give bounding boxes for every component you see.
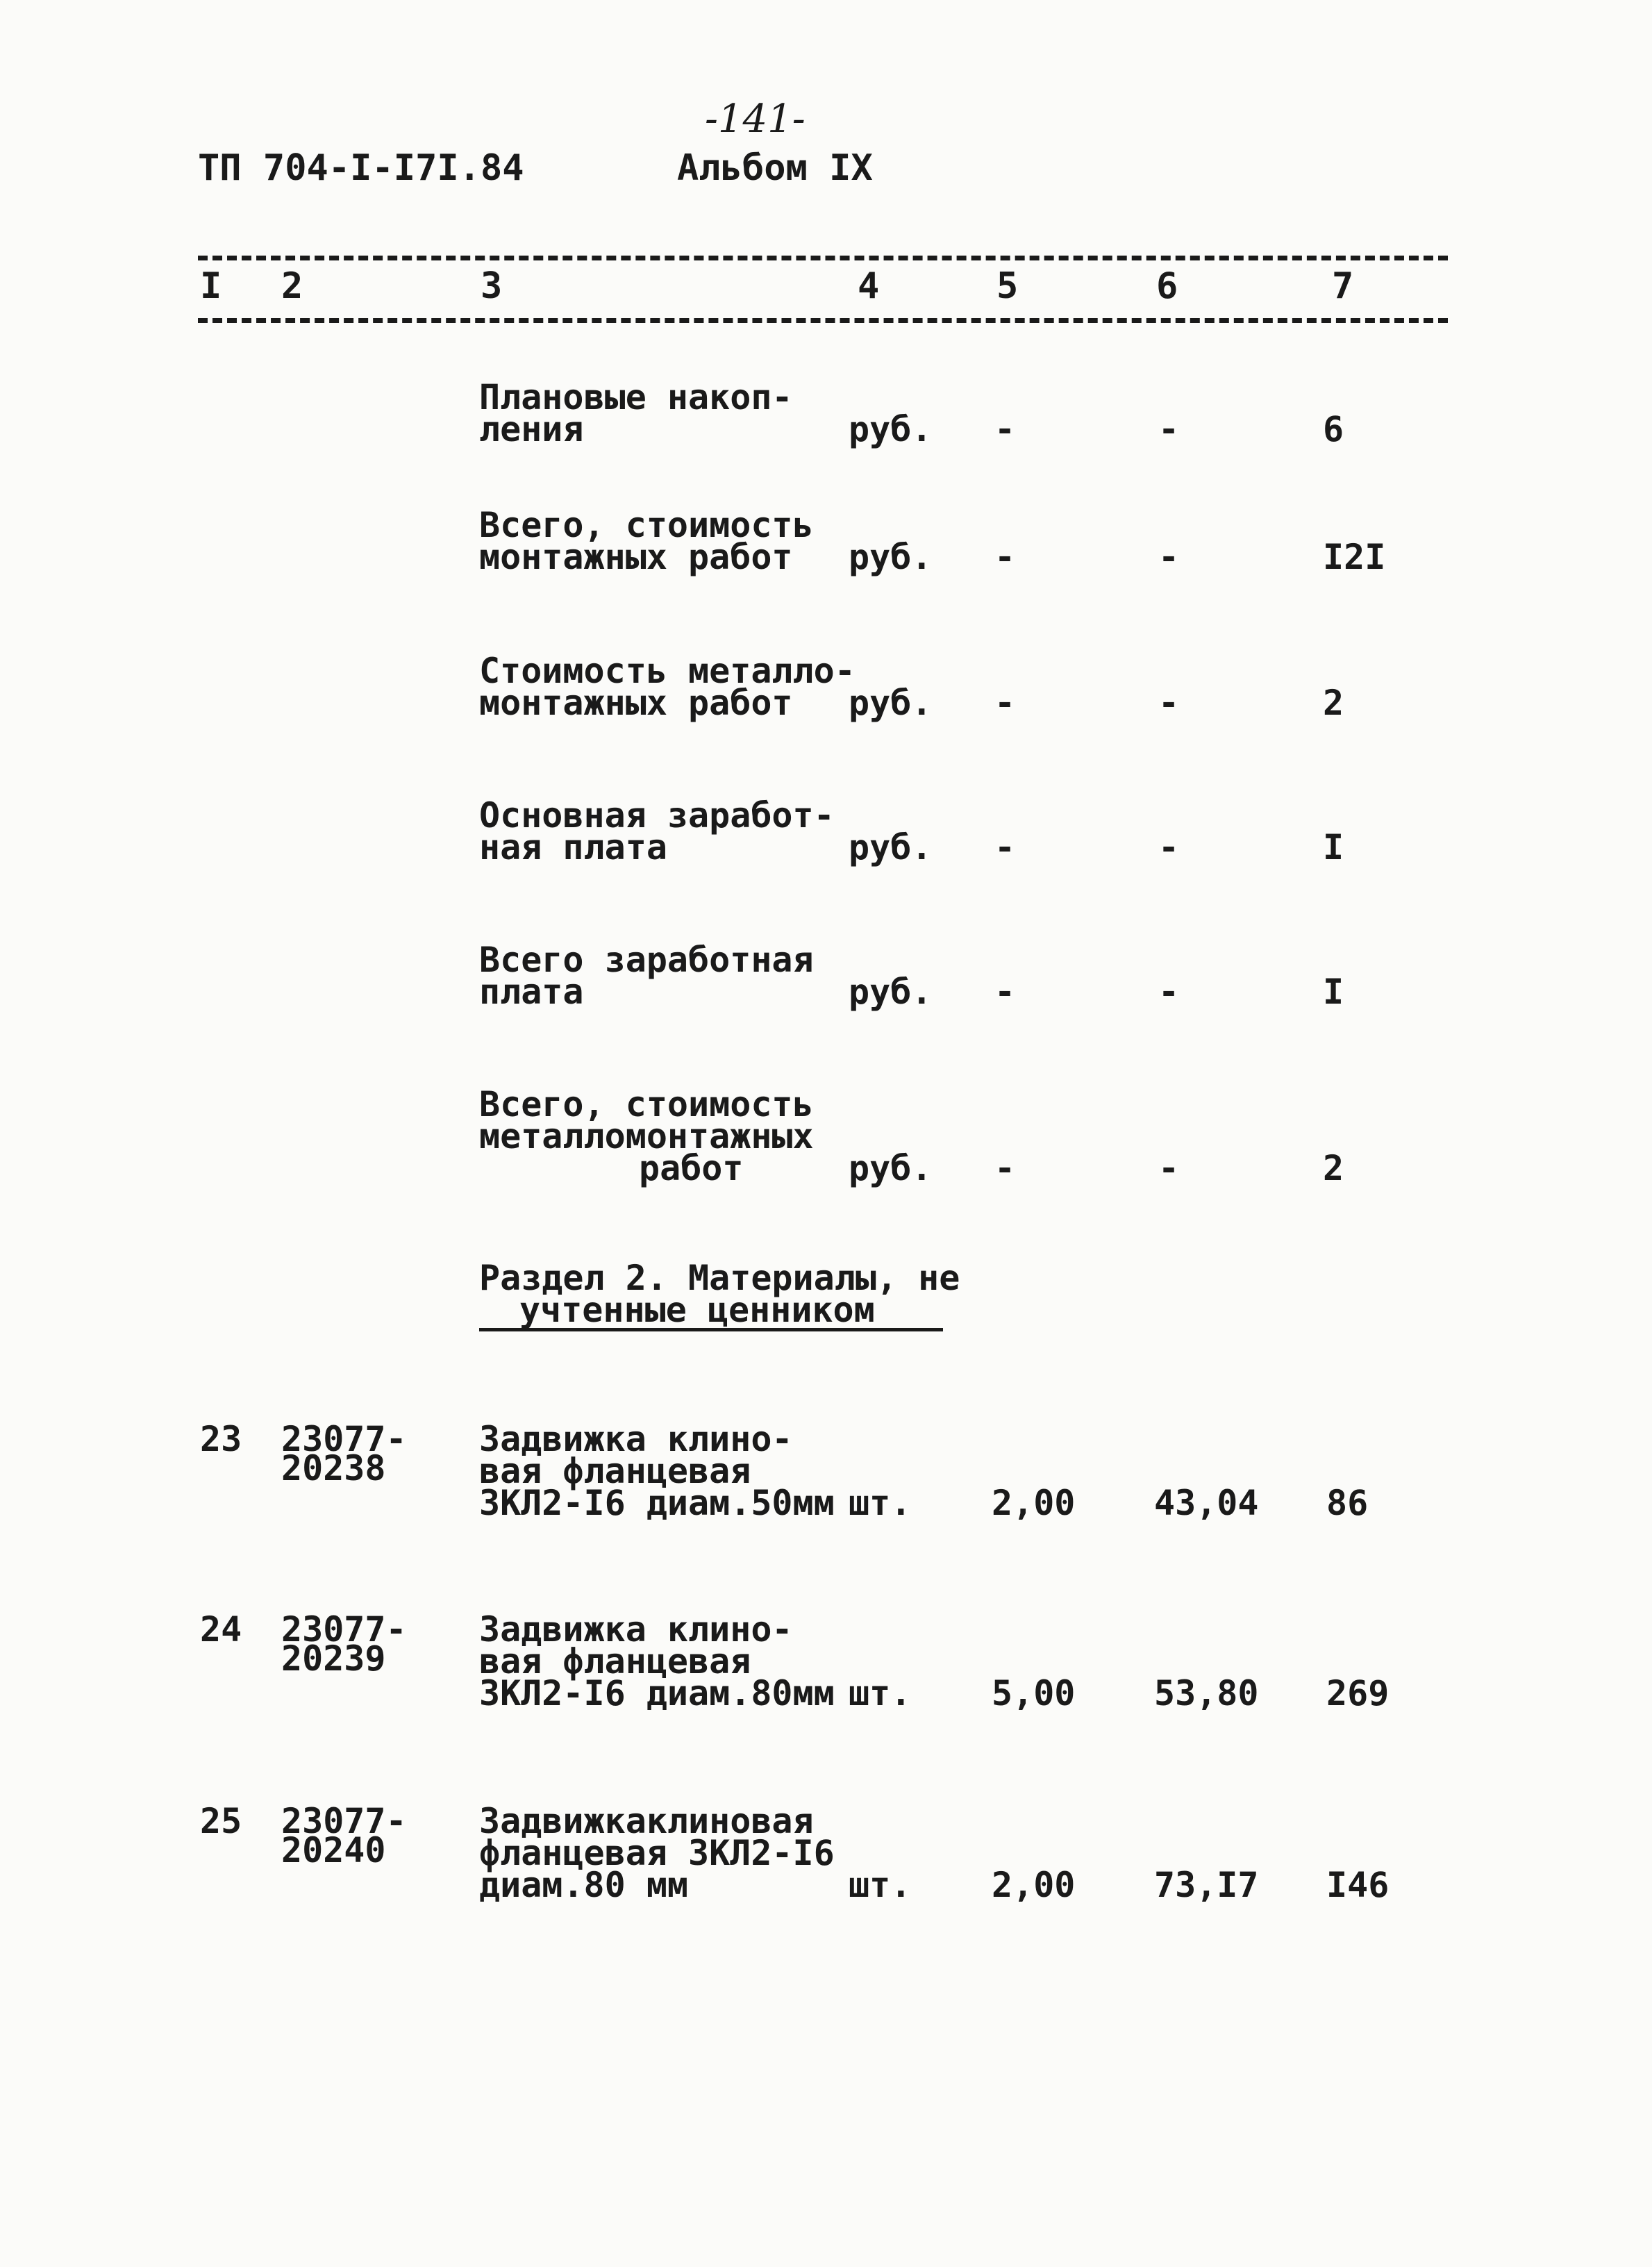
- row-description-line: монтажных работ: [479, 537, 793, 577]
- column-header-7: 7: [1332, 265, 1354, 307]
- row-unit: руб.: [849, 537, 933, 577]
- column-header-6: 6: [1156, 265, 1178, 307]
- row-description-line: Всего, стоимость: [479, 1084, 814, 1124]
- section-heading: Раздел 2. Материалы, не: [479, 1258, 960, 1298]
- header-top-dashed-rule: [198, 256, 1448, 260]
- row-number: 24: [200, 1609, 242, 1650]
- row-quantity: -: [994, 972, 1016, 1012]
- header-bottom-dashed-rule: [198, 318, 1448, 323]
- row-unit: руб.: [849, 683, 933, 723]
- row-total: I: [1323, 827, 1344, 867]
- row-description-line: плата: [479, 972, 584, 1012]
- column-header-4: 4: [858, 265, 880, 307]
- row-total: 86: [1326, 1483, 1369, 1523]
- row-description-line: Всего заработная: [479, 940, 814, 980]
- row-description-line: ная плата: [479, 827, 667, 867]
- price-code: 20240: [281, 1830, 386, 1870]
- row-number: 23: [200, 1419, 242, 1459]
- row-total: 2: [1323, 1148, 1344, 1188]
- section-heading-underline: [479, 1328, 943, 1331]
- column-header-2: 2: [281, 265, 303, 307]
- row-quantity: -: [994, 827, 1016, 867]
- row-description-line: металломонтажных: [479, 1116, 814, 1156]
- row-price: -: [1158, 1148, 1180, 1188]
- row-price: -: [1158, 972, 1180, 1012]
- row-quantity: 2,00: [992, 1483, 1076, 1523]
- row-description-line: ЗКЛ2-I6 диам.80мм: [479, 1673, 835, 1713]
- row-price: -: [1158, 683, 1180, 723]
- row-quantity: -: [994, 537, 1016, 577]
- row-description-line: Задвижка клино-: [479, 1609, 793, 1650]
- row-quantity: -: [994, 1148, 1016, 1188]
- row-unit: шт.: [849, 1483, 912, 1523]
- row-total: I2I: [1323, 537, 1386, 577]
- row-description-line: Всего, стоимость: [479, 505, 814, 545]
- price-code: 20239: [281, 1638, 386, 1679]
- document-code: ТП 704-I-I7I.84: [198, 147, 524, 189]
- row-unit: шт.: [849, 1865, 912, 1905]
- row-price: 73,I7: [1154, 1865, 1259, 1905]
- row-price: -: [1158, 827, 1180, 867]
- price-code: 23077-: [281, 1419, 407, 1459]
- row-description-line: диам.80 мм: [479, 1865, 689, 1905]
- row-description-line: Основная заработ-: [479, 795, 835, 836]
- column-header-5: 5: [996, 265, 1019, 307]
- row-unit: руб.: [849, 827, 933, 867]
- row-quantity: 2,00: [992, 1865, 1076, 1905]
- row-unit: руб.: [849, 972, 933, 1012]
- row-unit: шт.: [849, 1673, 912, 1713]
- price-code: 23077-: [281, 1609, 407, 1650]
- row-description-line: Стоимость металло-: [479, 651, 856, 691]
- row-total: 2: [1323, 683, 1344, 723]
- row-quantity: 5,00: [992, 1673, 1076, 1713]
- row-price: -: [1158, 537, 1180, 577]
- row-description-line: монтажных работ: [479, 683, 793, 723]
- row-quantity: -: [994, 409, 1016, 449]
- row-total: 269: [1326, 1673, 1390, 1713]
- row-description-line: вая фланцевая: [479, 1641, 751, 1681]
- row-description-line: фланцевая ЗКЛ2-I6: [479, 1833, 835, 1873]
- row-price: 43,04: [1154, 1483, 1259, 1523]
- section-heading-continued: учтенные ценником: [519, 1290, 875, 1330]
- row-description-line: ЗКЛ2-I6 диам.50мм: [479, 1483, 835, 1523]
- page-number: -141-: [705, 97, 806, 142]
- row-total: 6: [1323, 409, 1344, 449]
- price-code: 20238: [281, 1448, 386, 1488]
- row-quantity: -: [994, 683, 1016, 723]
- column-header-3: 3: [481, 265, 503, 307]
- row-description-line: Задвижкаклиновая: [479, 1801, 814, 1841]
- row-price: 53,80: [1154, 1673, 1259, 1713]
- price-code: 23077-: [281, 1801, 407, 1841]
- row-description-line: работ: [639, 1148, 744, 1188]
- row-description-line: Плановые накоп-: [479, 377, 793, 417]
- row-unit: руб.: [849, 409, 933, 449]
- row-total: I: [1323, 972, 1344, 1012]
- row-unit: руб.: [849, 1148, 933, 1188]
- row-description-line: вая фланцевая: [479, 1451, 751, 1491]
- row-description-line: Задвижка клино-: [479, 1419, 793, 1459]
- row-price: -: [1158, 409, 1180, 449]
- row-number: 25: [200, 1801, 242, 1841]
- column-header-1: I: [200, 265, 222, 307]
- row-description-line: ления: [479, 409, 584, 449]
- row-total: I46: [1326, 1865, 1390, 1905]
- album-label: Альбом IX: [677, 147, 873, 189]
